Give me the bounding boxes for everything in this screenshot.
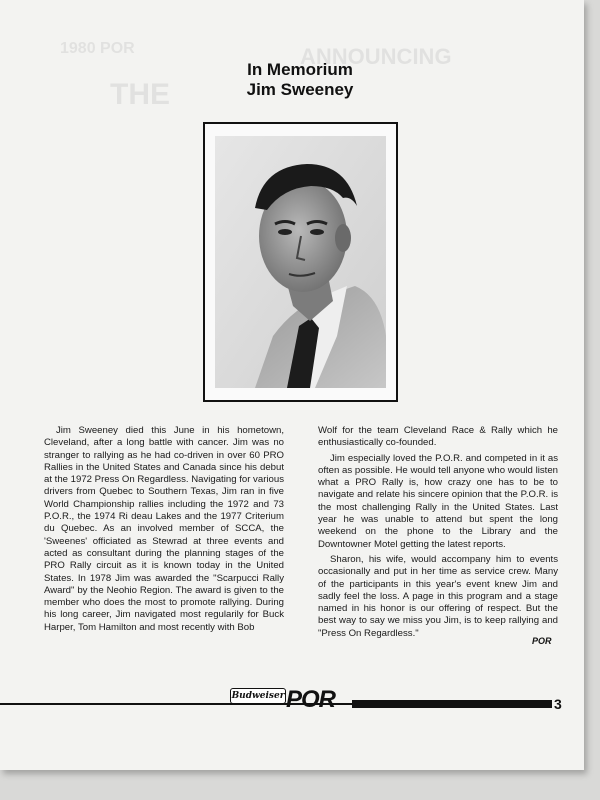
por-signature-logo: POR: [532, 636, 552, 646]
footer-bar: [352, 700, 552, 708]
article-column-right: [318, 425, 558, 643]
photo-frame: [203, 122, 398, 402]
show-through-text: ANNOUNCING: [300, 44, 452, 69]
article-paragraph: Wolf for the team Cleveland Race & Rally which he enthusiastically co-founded.: [318, 425, 558, 449]
page-title: [0, 60, 600, 100]
portrait-illustration: [215, 136, 386, 388]
article-paragraph: Jim Sweeney died this June in his hometown, Cleveland, after a long battle with cancer. Jim was no stranger to rallying as he had co-driven in over 60 PRO Rallies in the United States and Canada since his debut at the 1972 Press On Regardless. Navigating for various drivers from Quebec to Southern Texas, Jim ran in five World Championship rallies including the 1972 and 73 P.O.R., the 1974 Ri deau Lakes and the 1977 Criterium du Quebec. As an involved member of SCCA, the 'Sweenes' officiated as Stewrad at three events and acted as consultant during the planning stages of the PRO Rally circuit as it is known today in the United States. In 1978 Jim was awarded the "Scarpucci Rally Award" by the Neohio Region. The award is given to the member who does the most to promote rallying. During his long career, Jim navigated most regularily for Buck Harper, Tom Hamilton and most recently with Bob: [44, 425, 284, 633]
footer-logo: [230, 683, 370, 721]
title-line-1: In Memorium: [247, 60, 353, 79]
show-through-text: THE: [110, 78, 170, 111]
show-through-text: 1980 POR: [60, 40, 135, 57]
por-logo: POR: [286, 686, 336, 713]
article-paragraph: Jim especially loved the P.O.R. and competed in it as often as possible. He would tell anyone who would listen what a PRO Rally is, how crazy one has to be to navigate and relate his sincere opinion that the P.O.R. is the most challenging Rally in the United States. Last year he was unable to attend but spent the long weekend on the phone to the Library and the Downtowner Motel getting the latest reports.: [318, 452, 558, 550]
budweiser-logo: Budweiser: [230, 688, 286, 704]
article-column-left: [44, 425, 284, 637]
article-paragraph: Sharon, his wife, would accompany him to events occasionally and put in her time as service crew. Many of the participants in this year's event knew Jim and sadly feel the loss. A page in this program and a stage named in his honor is our offering of respect. But the best way to say we miss you Jim, is to keep rallying and "Press On Regardless.": [318, 553, 558, 639]
page-number: 3: [554, 696, 562, 712]
title-line-2: Jim Sweeney: [246, 80, 354, 99]
portrait-photo: [215, 136, 386, 388]
